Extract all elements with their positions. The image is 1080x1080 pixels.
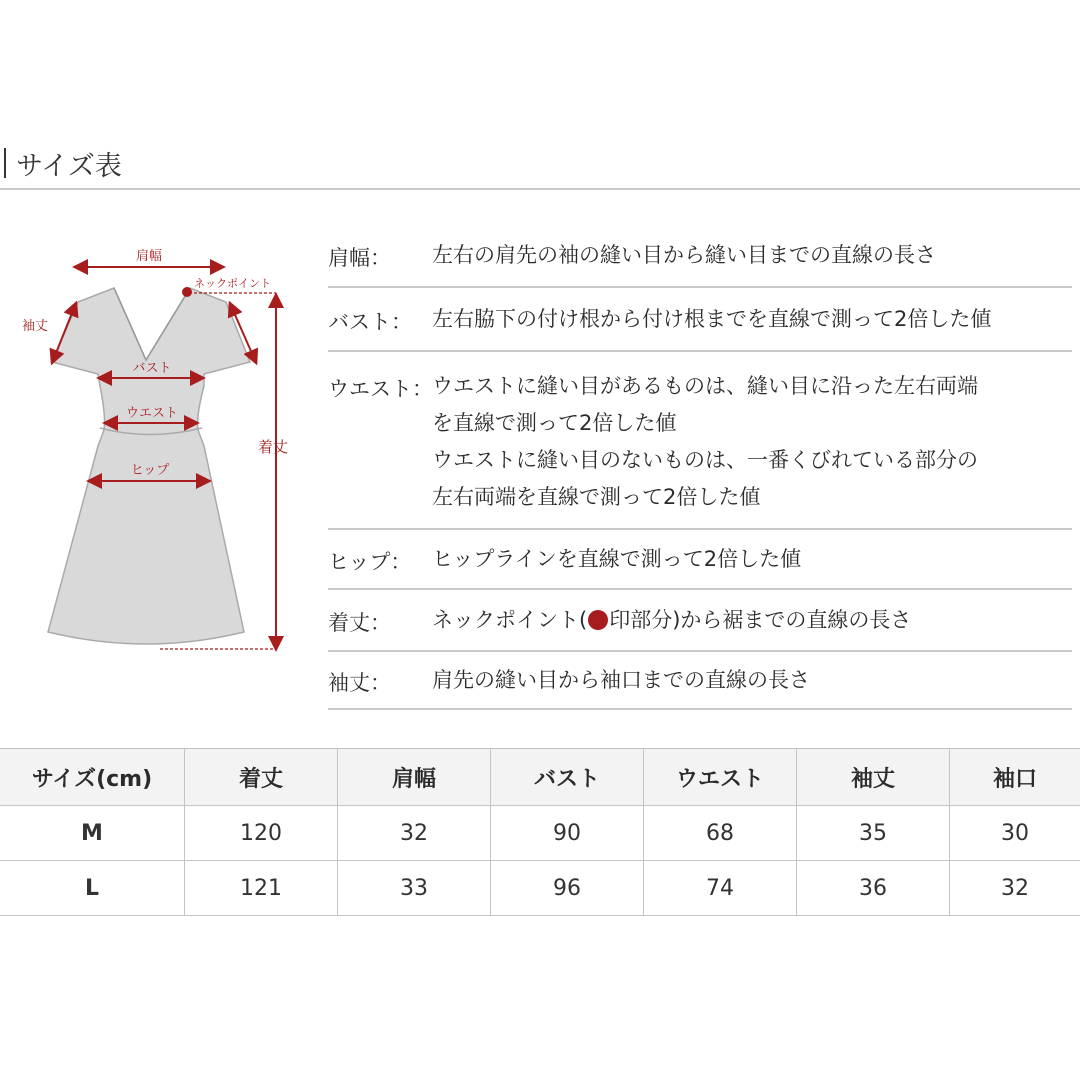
- definition-text: ネックポイント( 印部分)から裾までの直線の長さ: [432, 608, 912, 632]
- definition-row: [328, 530, 1072, 590]
- table-cell: 90: [491, 806, 644, 861]
- bust-label: バスト: [132, 361, 172, 376]
- size-cell: M: [0, 806, 185, 861]
- table-cell: 35: [797, 806, 950, 861]
- column-header: 袖丈: [797, 749, 950, 806]
- table-header-row: [0, 749, 1080, 806]
- definition-text: 左右の肩先の袖の縫い目から縫い目までの直線の長さ: [432, 243, 936, 267]
- table-cell: 96: [491, 861, 644, 916]
- column-header: 袖口: [950, 749, 1080, 806]
- definition-term: 肩幅：: [328, 246, 391, 270]
- table-cell: 74: [644, 861, 797, 916]
- definition-row: [328, 230, 1072, 288]
- length-label: 着丈: [258, 438, 289, 456]
- garment-diagram: [0, 236, 310, 666]
- definition-term: 着丈：: [328, 611, 391, 635]
- table-row: [0, 806, 1080, 861]
- table-cell: 32: [950, 861, 1080, 916]
- neckpoint-dot: [182, 287, 192, 297]
- definition-text: 左右脇下の付け根から付け根までを直線で測って2倍した値: [432, 307, 992, 331]
- hip-label: ヒップ: [130, 463, 170, 478]
- column-header: サイズ(cm): [0, 749, 185, 806]
- definition-row: [328, 652, 1072, 710]
- section-header: [0, 140, 1080, 190]
- column-header: 肩幅: [338, 749, 491, 806]
- size-table: [0, 748, 1080, 916]
- column-header: ウエスト: [644, 749, 797, 806]
- definition-term: 袖丈：: [328, 671, 391, 695]
- waist-label: ウエスト: [125, 406, 179, 421]
- definition-term: ヒップ：: [328, 550, 412, 574]
- column-header: バスト: [491, 749, 644, 806]
- table-cell: 121: [185, 861, 338, 916]
- sleeve-label: 袖丈: [22, 319, 49, 334]
- definition-text: 肩先の縫い目から袖口までの直線の長さ: [432, 668, 810, 692]
- page-title: サイズ表: [16, 151, 122, 182]
- dress-illustration: [0, 236, 310, 666]
- table-row: [0, 861, 1080, 916]
- neckpoint-marker-icon: [588, 610, 608, 630]
- definition-text: ウエストに縫い目があるものは、縫い目に沿った左右両端 を直線で測って2倍した値 ウエストに縫い目のないものは、一番くびれている部分の 左右両端を直線で測って2倍した値: [432, 374, 978, 509]
- definition-row: [328, 288, 1072, 352]
- definition-row: [328, 352, 1072, 530]
- header-accent-bar: [4, 148, 6, 178]
- table-cell: 33: [338, 861, 491, 916]
- table-cell: 32: [338, 806, 491, 861]
- table-cell: 120: [185, 806, 338, 861]
- neckpoint-label: ネックポイント: [194, 277, 271, 290]
- column-header: 着丈: [185, 749, 338, 806]
- header-divider: [0, 188, 1080, 190]
- table-cell: 30: [950, 806, 1080, 861]
- shoulder-label: 肩幅: [135, 249, 163, 264]
- size-cell: L: [0, 861, 185, 916]
- definition-term: バスト：: [328, 310, 412, 334]
- definition-term: ウエスト：: [328, 377, 433, 401]
- definition-row: [328, 590, 1072, 652]
- table-cell: 36: [797, 861, 950, 916]
- definition-text: ヒップラインを直線で測って2倍した値: [432, 547, 802, 571]
- table-cell: 68: [644, 806, 797, 861]
